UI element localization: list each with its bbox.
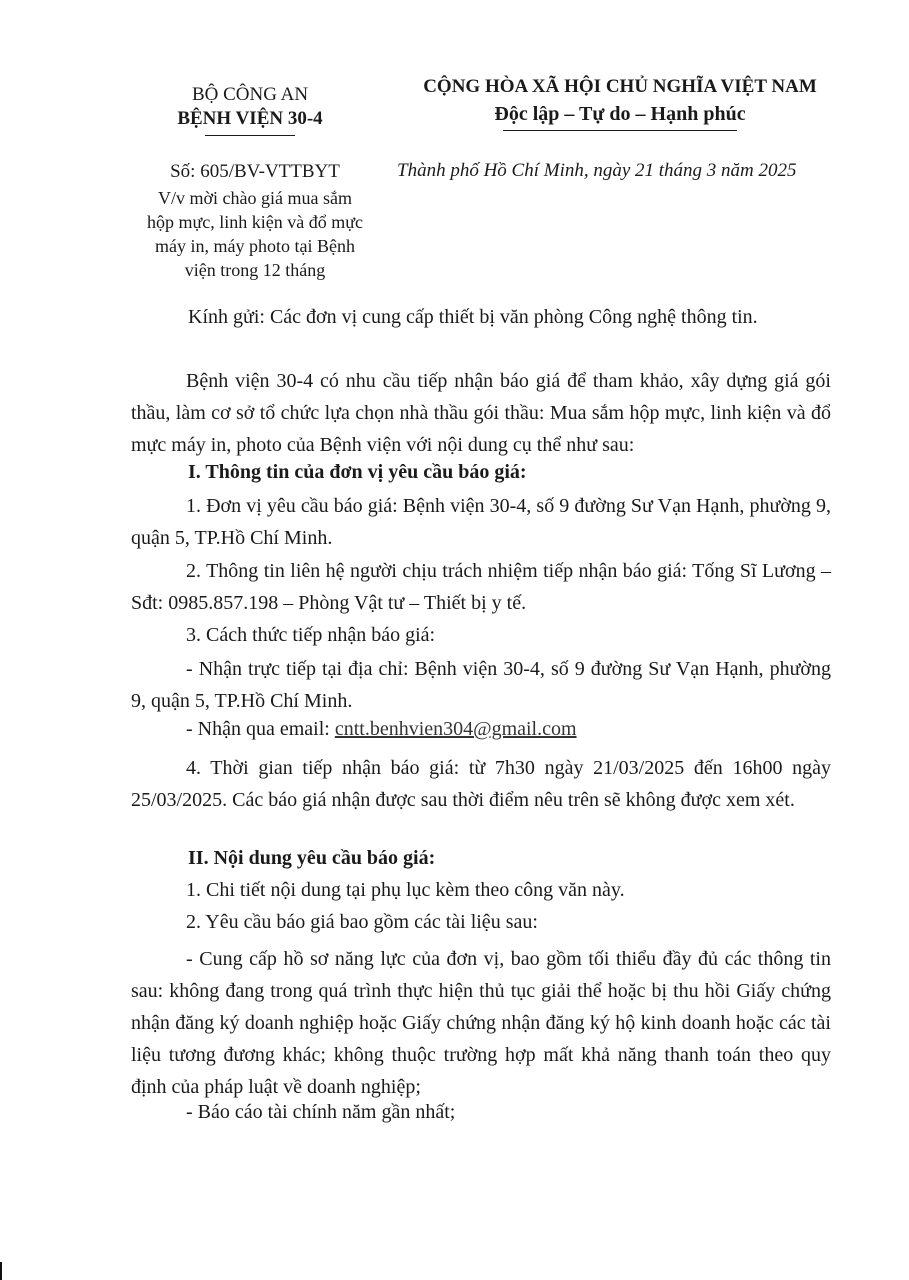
section-2-item-1: 1. Chi tiết nội dung tại phụ lục kèm theo công văn này. — [186, 879, 625, 901]
subject-line: V/v mời chào giá mua sắm — [158, 188, 352, 208]
section-1-item-3b — [186, 718, 577, 741]
section-1-item-2: 2. Thông tin liên hệ người chịu trách nhiệm tiếp nhận báo giá: Tống Sĩ Lương – Sđt: 0985.857.198 – Phòng Vật tư – Thiết bị y tế. — [131, 560, 831, 614]
subject-line: hộp mực, linh kiện và đổ mực — [147, 212, 363, 232]
section-2-item-2a: - Cung cấp hồ sơ năng lực của đơn vị, bao gồm tối thiểu đầy đủ các thông tin sau: không đang trong quá trình thực hiện thủ tục giải thể hoặc bị thu hồi Giấy chứng nhận đăng ký doanh nghiệp hoặc Giấy chứng nhận đăng ký hộ kinh doanh hoặc các tài liệu tương đương khác; không thuộc trường hợp mất khả năng thanh toán theo quy định của pháp luật về doanh nghiệp; — [131, 948, 831, 1098]
subject-line: máy in, máy photo tại Bệnh — [155, 236, 355, 256]
section-1-item-3: 3. Cách thức tiếp nhận báo giá: — [186, 624, 436, 646]
motto: Độc lập – Tự do – Hạnh phúc — [494, 103, 746, 125]
section-1-item-4: 4. Thời gian tiếp nhận báo giá: từ 7h30 ngày 21/03/2025 đến 16h00 ngày 25/03/2025. Các báo giá nhận được sau thời điểm nêu trên sẽ không được xem xét. — [131, 757, 831, 811]
email-label: - Nhận qua email: — [186, 718, 335, 740]
doc-subject — [110, 186, 400, 282]
section-1-item-1: 1. Đơn vị yêu cầu báo giá: Bệnh viện 30-4, số 9 đường Sư Vạn Hạnh, phường 9, quận 5, TP.Hồ Chí Minh. — [131, 495, 831, 549]
place-date: Thành phố Hồ Chí Minh, ngày 21 tháng 3 năm 2025 — [397, 160, 797, 181]
hospital-name: BỆNH VIỆN 30-4 — [177, 108, 323, 129]
section-2-item-2b: - Báo cáo tài chính năm gần nhất; — [186, 1101, 456, 1123]
hospital-underline — [205, 135, 295, 136]
section-2-title: II. Nội dung yêu cầu báo giá: — [188, 847, 436, 869]
recipient-line: Kính gửi: Các đơn vị cung cấp thiết bị văn phòng Công nghệ thông tin. — [188, 306, 758, 328]
subject-line: viện trong 12 tháng — [184, 260, 326, 280]
section-2-item-2: 2. Yêu cầu báo giá bao gồm các tài liệu sau: — [186, 911, 538, 933]
email-link[interactable]: cntt.benhvien304@gmail.com — [334, 718, 577, 740]
doc-number: Số: 605/BV-VTTBYT — [170, 161, 340, 182]
section-1-title: I. Thông tin của đơn vị yêu cầu báo giá: — [188, 461, 527, 483]
country-name: CỘNG HÒA XÃ HỘI CHỦ NGHĨA VIỆT NAM — [423, 76, 817, 97]
ministry-name: BỘ CÔNG AN — [191, 84, 309, 105]
motto-underline — [503, 130, 737, 131]
intro-paragraph: Bệnh viện 30-4 có nhu cầu tiếp nhận báo giá để tham khảo, xây dựng giá gói thầu, làm cơ sở tổ chức lựa chọn nhà thầu gói thầu: Mua sắm hộp mực, linh kiện và đổ mực máy in, photo của Bệnh viện với nội dung cụ thể như sau: — [131, 370, 831, 456]
scan-edge-mark — [0, 1262, 2, 1280]
section-1-item-3a: - Nhận trực tiếp tại địa chỉ: Bệnh viện 30-4, số 9 đường Sư Vạn Hạnh, phường 9, quận 5, TP.Hồ Chí Minh. — [131, 658, 831, 712]
